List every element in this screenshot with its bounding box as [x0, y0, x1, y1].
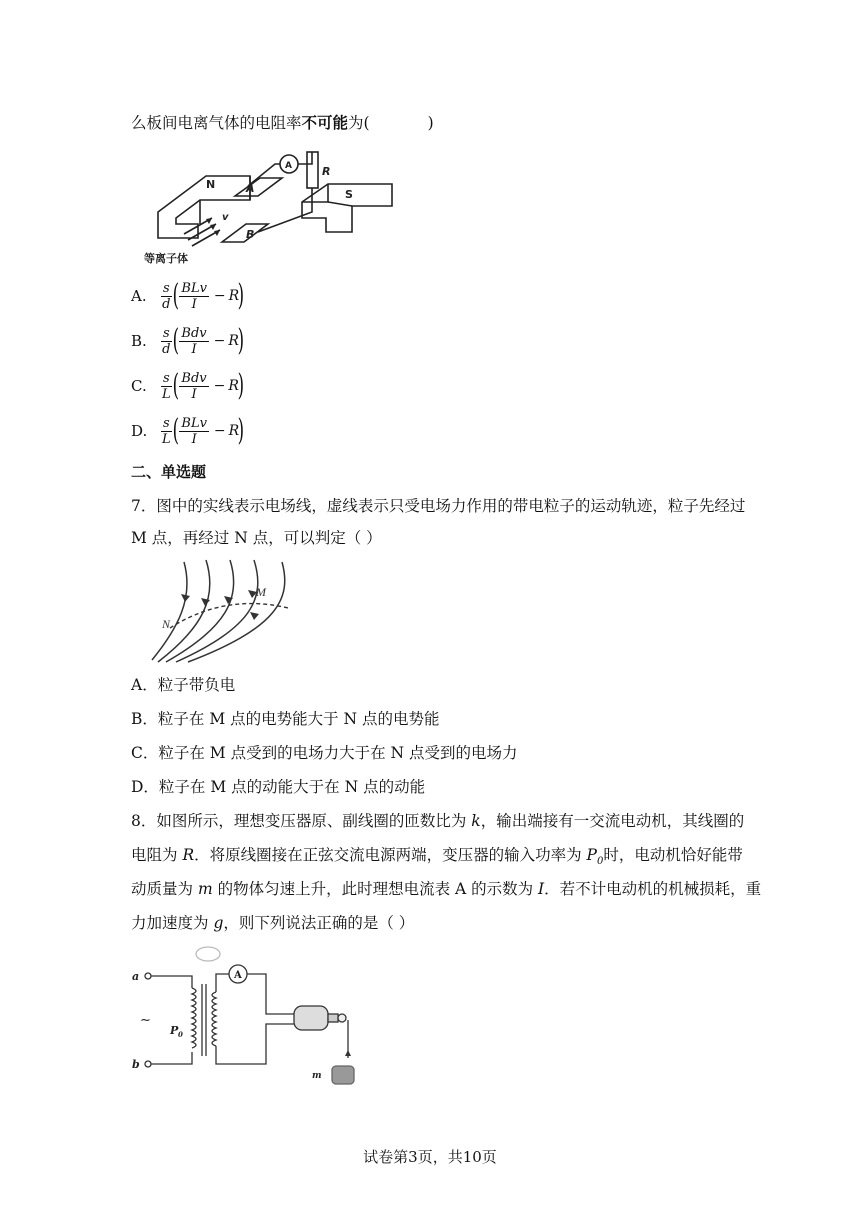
outer-denominator: d [162, 296, 171, 312]
inner-numerator: Bdv [181, 370, 207, 386]
plate-a-label: A [246, 182, 255, 195]
q6-option-d [131, 411, 243, 451]
velocity-label: v [222, 212, 229, 223]
outer-numerator: s [163, 415, 170, 431]
q8-stem-line2 [131, 845, 743, 872]
inner-fraction [179, 371, 208, 402]
ammeter-label: A [234, 970, 242, 981]
q8-stem-line3 [131, 879, 761, 899]
option-label: B. [131, 332, 147, 350]
outer-fraction [161, 416, 172, 447]
p0-subscript: 0 [178, 1030, 183, 1039]
q7-stem-line2: M 点，再经过 N 点，可以判定（ ） [131, 529, 382, 547]
q8-figure-transformer-motor [126, 940, 366, 1090]
var-k: k [471, 812, 481, 830]
minus-sign: − [213, 333, 226, 349]
plate-b-label: B [246, 228, 255, 241]
terminal-a-label: a [132, 970, 140, 983]
q8-text: ，则下列说法正确的是（ ） [223, 914, 415, 932]
q8-text: 动质量为 [131, 880, 198, 898]
magnet-n-label: N [206, 178, 216, 191]
p0-label: P [170, 1024, 179, 1037]
q8-text: 的物体匀速上升，此时理想电流表 A 的示数为 [212, 880, 539, 898]
q8-stem-line4 [131, 913, 414, 933]
open-paren: ( [172, 368, 179, 403]
inner-fraction [179, 416, 209, 447]
close-paren: ) [237, 368, 244, 403]
inner-fraction [179, 326, 208, 357]
inner-denominator: I [191, 341, 197, 357]
q6-stem-paren-close: ) [427, 114, 434, 132]
outer-denominator: d [162, 341, 171, 357]
resistor-r-label: R [322, 165, 331, 178]
option-label: C. [131, 377, 147, 395]
point-n-label: N [162, 617, 171, 631]
close-paren: ) [237, 278, 245, 313]
q6-option-c [131, 366, 243, 406]
q7-option-d: D．粒子在 M 点的动能大于在 N 点的动能 [131, 778, 426, 796]
q6-stem-emphasis: 不可能 [301, 114, 349, 132]
var-g: g [213, 914, 224, 932]
inner-denominator: I [191, 296, 197, 312]
ac-source-symbol: ~ [140, 1013, 151, 1028]
inner-numerator: Bdv [181, 325, 207, 341]
q8-text: 电阻为 [131, 846, 183, 864]
open-paren: ( [172, 413, 179, 448]
var-m: m [197, 880, 213, 898]
q7-option-a: A．粒子带负电 [131, 676, 236, 694]
inner-fraction [179, 281, 209, 312]
var-p: P [586, 846, 597, 864]
q7-stem-line1: 7．图中的实线表示电场线，虚线表示只受电场力作用的带电粒子的运动轨迹，粒子先经过 [131, 497, 746, 515]
q8-text: ．将原线圈接在正弦交流电源两端，变压器的输入功率为 [194, 846, 587, 864]
q7-option-b: B．粒子在 M 点的电势能大于 N 点的电势能 [131, 710, 440, 728]
q6-stem-paren-open: 为( [348, 114, 370, 132]
outer-fraction [161, 281, 172, 312]
option-tail: R [228, 333, 239, 349]
q8-text: 时，电动机恰好能带 [603, 846, 743, 864]
q7-option-c: C．粒子在 M 点受到的电场力大于在 N 点受到的电场力 [131, 744, 518, 762]
point-m-label: M [256, 585, 266, 599]
q8-text: 力加速度为 [131, 914, 214, 932]
q8-text: 8．如图所示，理想变压器原、副线圈的匝数比为 [131, 812, 472, 830]
var-p-subscript: 0 [596, 856, 604, 868]
outer-numerator: s [163, 325, 170, 341]
option-label: A. [131, 287, 147, 305]
outer-fraction [161, 326, 172, 357]
minus-sign: − [213, 423, 226, 439]
minus-sign: − [213, 378, 226, 394]
option-tail: R [228, 378, 239, 394]
inner-denominator: I [191, 386, 197, 402]
q8-text: ．若不计电动机的机械损耗，重 [544, 880, 762, 898]
inner-denominator: I [191, 431, 197, 447]
outer-numerator: s [163, 280, 170, 296]
outer-numerator: s [163, 370, 170, 386]
q6-stem-text: 么板间电离气体的电阻率 [131, 114, 302, 132]
ammeter-label: A [285, 161, 292, 171]
q8-text: ，输出端接有一交流电动机，其线圈的 [480, 812, 745, 830]
close-paren: ) [237, 323, 244, 358]
q8-stem-line1 [131, 811, 744, 831]
inner-numerator: BLv [181, 280, 207, 296]
option-label: D. [131, 422, 148, 440]
magnet-s-label: S [345, 188, 353, 201]
section-heading: 二、单选题 [131, 463, 207, 481]
close-paren: ) [237, 413, 245, 448]
q6-figure-plasma-generator [140, 140, 405, 270]
outer-fraction [161, 371, 172, 402]
q7-figure-field-lines [148, 558, 308, 664]
open-paren: ( [172, 278, 179, 313]
terminal-b-label: b [132, 1058, 140, 1071]
outer-denominator: L [162, 386, 171, 402]
option-tail: R [228, 288, 240, 304]
q6-option-b [131, 321, 243, 361]
q6-stem [131, 113, 434, 133]
var-i: I [538, 880, 545, 898]
plasma-caption: 等离子体 [144, 252, 188, 265]
inner-numerator: BLv [181, 415, 207, 431]
var-r: R [182, 846, 195, 864]
page-footer: 试卷第3页，共10页 [363, 1148, 497, 1166]
option-tail: R [228, 423, 240, 439]
q6-option-a [131, 276, 243, 316]
mass-label: m [312, 1071, 322, 1081]
minus-sign: − [213, 288, 226, 304]
outer-denominator: L [162, 431, 171, 447]
open-paren: ( [172, 323, 179, 358]
